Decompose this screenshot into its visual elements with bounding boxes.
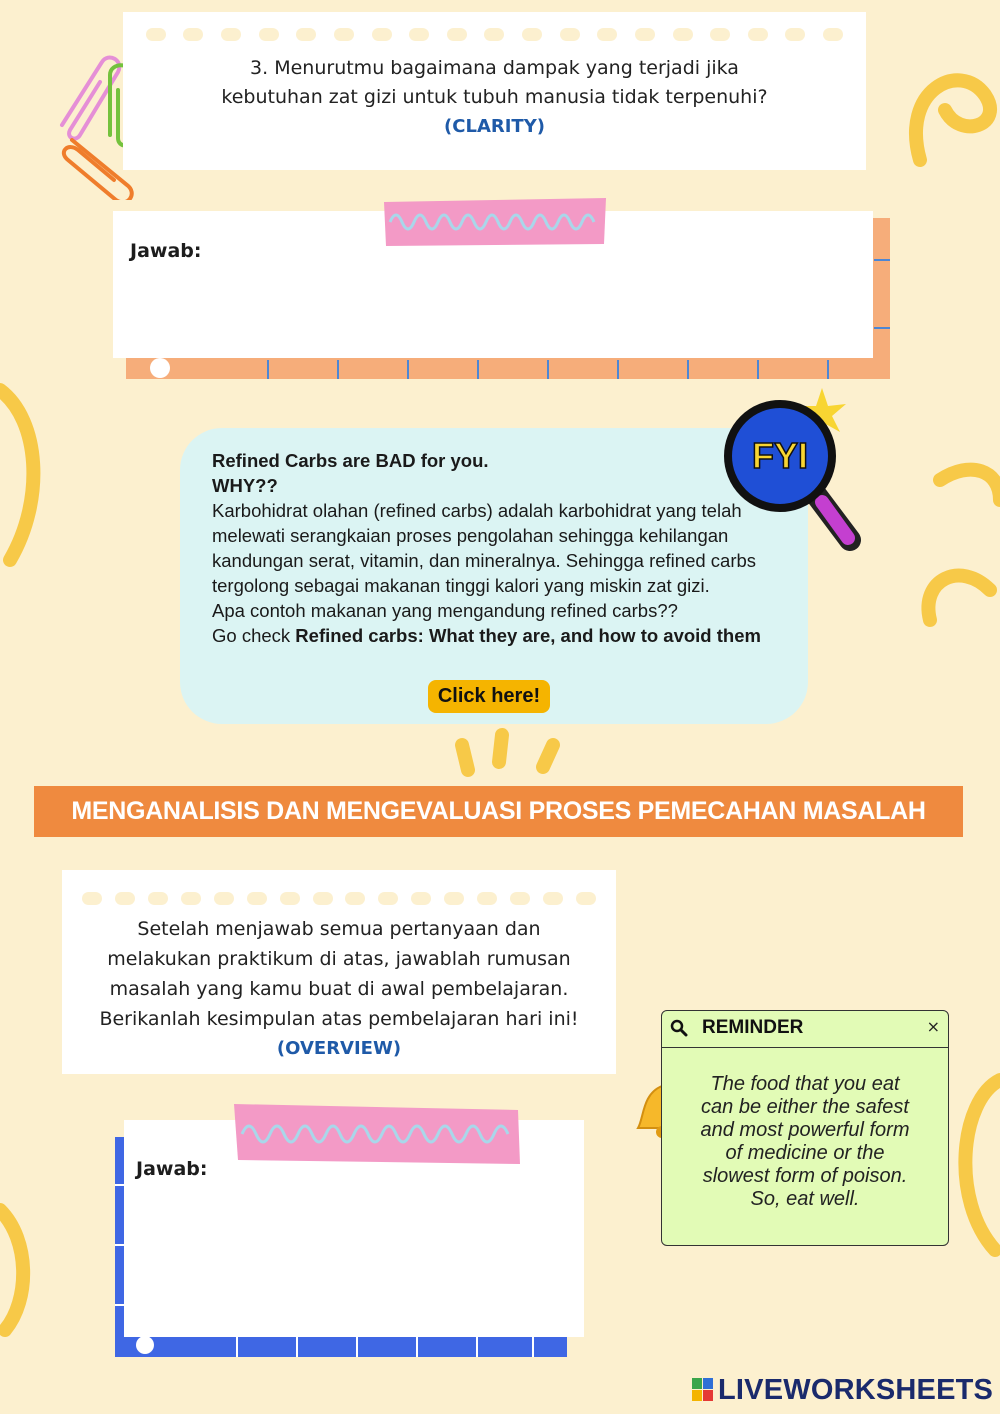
close-icon[interactable]: × (926, 1017, 940, 1036)
fyi-go-check (212, 623, 792, 648)
question-line: kebutuhan zat gizi untuk tubuh manusia tidak terpenuhi? (221, 86, 768, 108)
question-text (72, 914, 606, 1064)
fyi-magnifier-icon (722, 388, 862, 558)
fyi-body: Karbohidrat olahan (refined carbs) adalah karbohidrat yang telah melewati serangkaian proses pengolahan sehingga kehilangan kandungan serat, vitamin, dan mineralnya. Sehingga refined carbs tergolong sebagai makanan tinggi kalori yang miskin zat gizi. (212, 500, 757, 596)
question-card-overview (62, 870, 616, 1074)
quote-line: of medicine or the (725, 1142, 885, 1164)
quote-line: The food that you eat (710, 1073, 900, 1095)
question-line: Setelah menjawab semua pertanyaan dan (137, 918, 541, 940)
question-card-clarity (123, 12, 866, 170)
fyi-badge: FYI (751, 435, 809, 476)
click-here-button[interactable]: Click here! (428, 680, 550, 713)
quote-line: slowest form of poison. (702, 1165, 908, 1187)
quote-line: can be either the safest (701, 1096, 909, 1118)
search-icon (670, 1019, 688, 1037)
answer-label: Jawab: (130, 240, 202, 262)
fyi-question: Apa contoh makanan yang mengandung refined carbs?? (212, 600, 678, 621)
question-line: 3. Menurutmu bagaimana dampak yang terjadi jika (250, 57, 739, 79)
fyi-why: WHY?? (212, 475, 278, 496)
article-link[interactable]: Refined carbs: What they are, and how to avoid them (295, 625, 761, 646)
reminder-quote (682, 1073, 928, 1211)
quote-line: and most powerful form (700, 1119, 910, 1141)
reminder-header (662, 1011, 948, 1048)
washi-tape-icon (384, 198, 606, 246)
quote-line: So, eat well. (750, 1188, 860, 1210)
fyi-text (212, 448, 792, 648)
question-text (143, 54, 846, 141)
question-line: masalah yang kamu buat di awal pembelajaran. (109, 978, 569, 1000)
card-holes (62, 892, 616, 905)
reminder-box (661, 1010, 949, 1246)
go-check-text: Go check (212, 625, 296, 646)
answer-label: Jawab: (136, 1158, 208, 1180)
reminder-title: REMINDER (702, 1017, 804, 1038)
brand-name[interactable]: LIVEWORKSHEETS (718, 1374, 994, 1406)
question-line: melakukan praktikum di atas, jawablah rumusan (107, 948, 571, 970)
question-tag: (CLARITY) (444, 116, 545, 137)
question-tag: (OVERVIEW) (276, 1038, 402, 1059)
card-holes (123, 28, 866, 41)
section-banner: MENGANALISIS DAN MENGEVALUASI PROSES PEMECAHAN MASALAH (34, 786, 963, 837)
fyi-heading: Refined Carbs are BAD for you. (212, 450, 489, 471)
liveworksheets-logo-icon (692, 1378, 714, 1402)
question-line: Berikanlah kesimpulan atas pembelajaran hari ini! (99, 1008, 579, 1030)
washi-tape-icon (234, 1102, 520, 1164)
